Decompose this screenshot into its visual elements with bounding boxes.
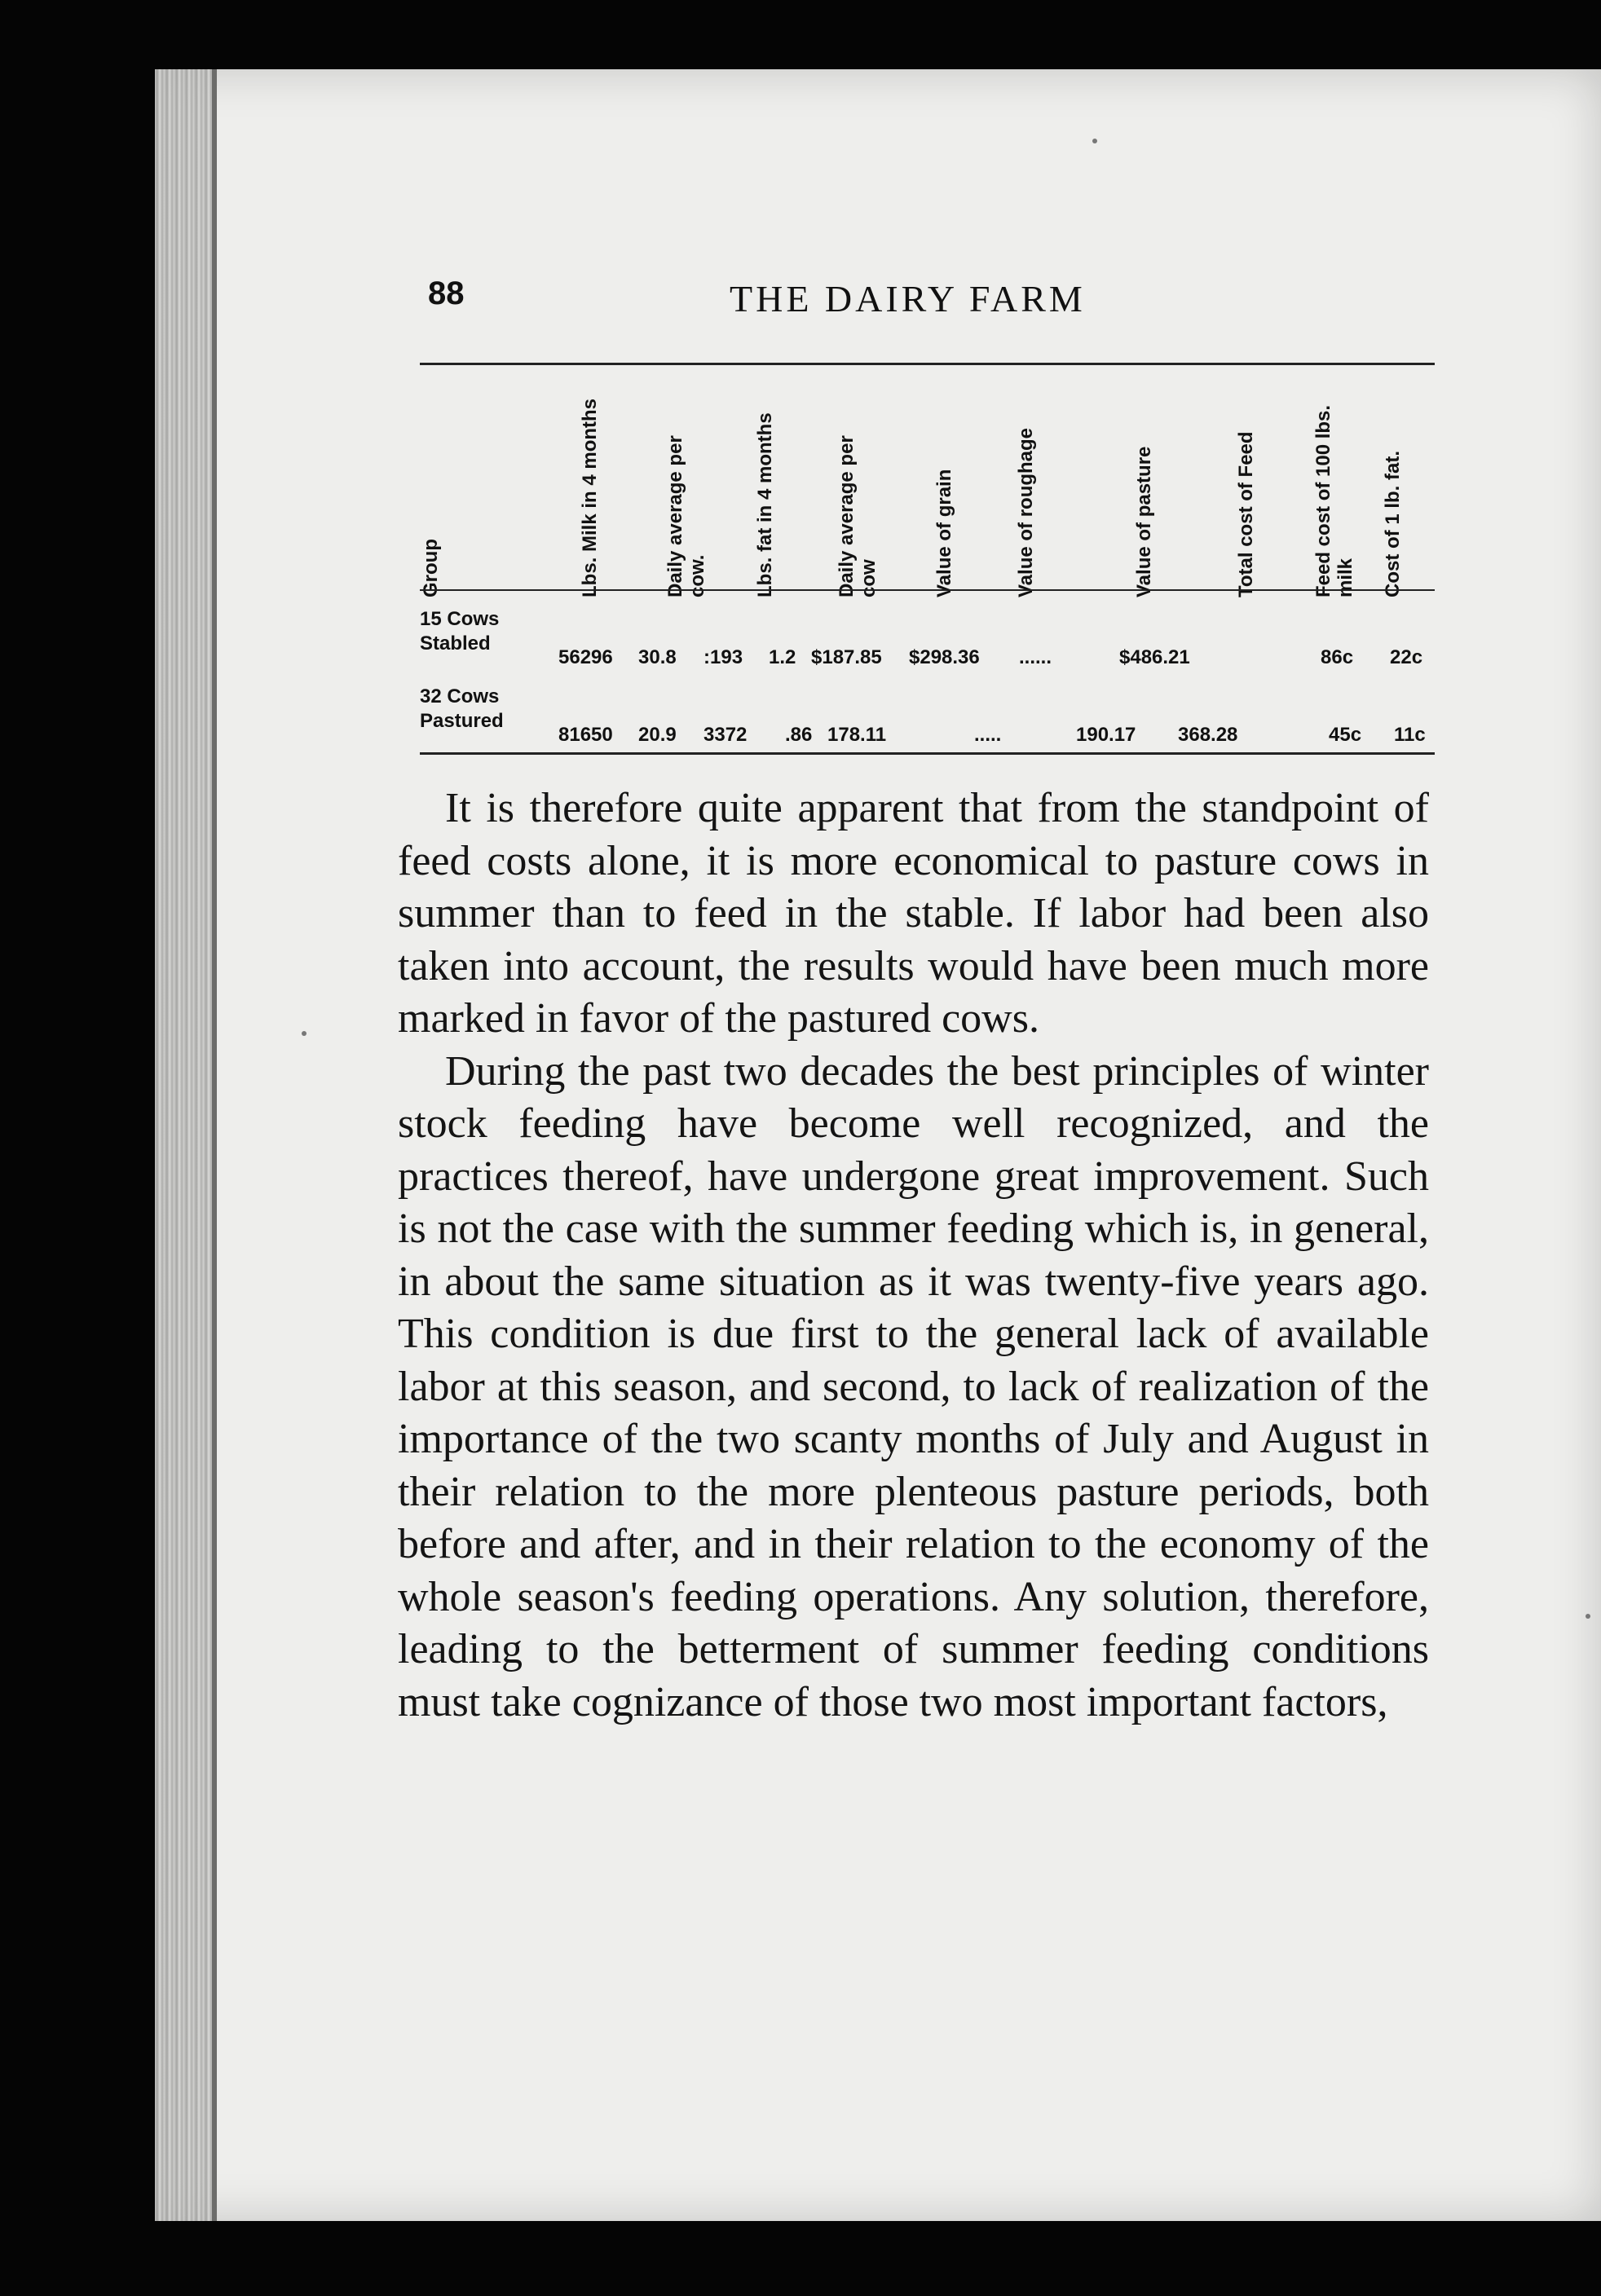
table-cell: $298.36 [909,646,980,668]
page-header [428,269,1431,326]
column-header: Value of pasture [1133,446,1155,597]
table-cell: .86 [785,724,813,746]
gutter-edge [212,69,217,2221]
table-cell: ...... [1019,646,1052,668]
table-cell: :193 [703,646,743,668]
column-header: Value of roughage [1015,427,1037,597]
book-gutter [155,69,212,2221]
table-top-rule [420,363,1435,365]
table-cell: 20.9 [638,724,677,746]
scan-speck [1092,139,1097,143]
table-cell: 56296 [558,646,613,668]
column-header: Daily average per cow. [664,435,708,597]
header-bottom-rule [420,589,1435,591]
table-cell: 3372 [703,724,748,746]
scan-speck [1586,1614,1590,1619]
column-header: Lbs. Milk in 4 months [579,398,601,597]
running-head: THE DAIRY FARM [730,278,1086,320]
scan-speck [302,1031,307,1036]
table-bottom-rule [420,752,1435,755]
paragraph: During the past two decades the best principles of winter stock feeding have become well recognized, and the practices thereof, have undergone great improvement. Such is not the case with the summer feeding which is, in general, in about the same situation as it was twenty-five years ago. This condition is due first to the general lack of available labor at this season, and second, to lack of realization of the importance of the two scanty months of July and August in their relation to the more plenteous pasture periods, both before and after, and in their relation to the economy of the whole season's feeding operations. Any solution, therefore, leading to the betterment of summer feeding conditions must take cognizance of those two most important factors, [398,1047,1429,1725]
table-cell: 368.28 [1178,724,1238,746]
table-cell: 22c [1390,646,1423,668]
table-header-row [420,377,1435,597]
table-cell: 81650 [558,724,613,746]
table-cell: 30.8 [638,646,677,668]
column-header: Total cost of Feed [1235,431,1257,597]
paragraph: It is therefore quite apparent that from the standpoint of feed costs alone, it is more economical to pasture cows in summer than to feed in the stable. If labor had been also taken into account, the results would have been much more marked in favor of the pastured cows. [398,785,1429,1042]
table-cell: $187.85 [811,646,882,668]
table-cell: ..... [974,724,1002,746]
table-cell: 1.2 [769,646,796,668]
page-number: 88 [428,275,465,311]
table-row [420,607,1435,672]
table-row [420,685,1435,750]
table-cell: 11c [1394,724,1426,746]
column-header: Cost of 1 lb. fat. [1382,451,1404,597]
table-cell: 178.11 [827,724,887,746]
column-header: Value of grain [933,469,955,597]
column-header: Group [420,539,442,597]
table-cell: 45c [1329,724,1362,746]
column-header: Feed cost of 100 lbs. milk [1312,404,1356,597]
feed-cost-table [420,363,1435,762]
column-header: Lbs. fat in 4 months [754,412,776,597]
table-cell: 86c [1321,646,1354,668]
row-group-label: 15 Cows Stabled [420,608,500,654]
row-group-label: 32 Cows Pastured [420,685,504,732]
table-cell: $486.21 [1119,646,1190,668]
body-text [398,782,1429,1729]
column-header: Daily average per cow [836,435,880,597]
table-cell: 190.17 [1076,724,1136,746]
